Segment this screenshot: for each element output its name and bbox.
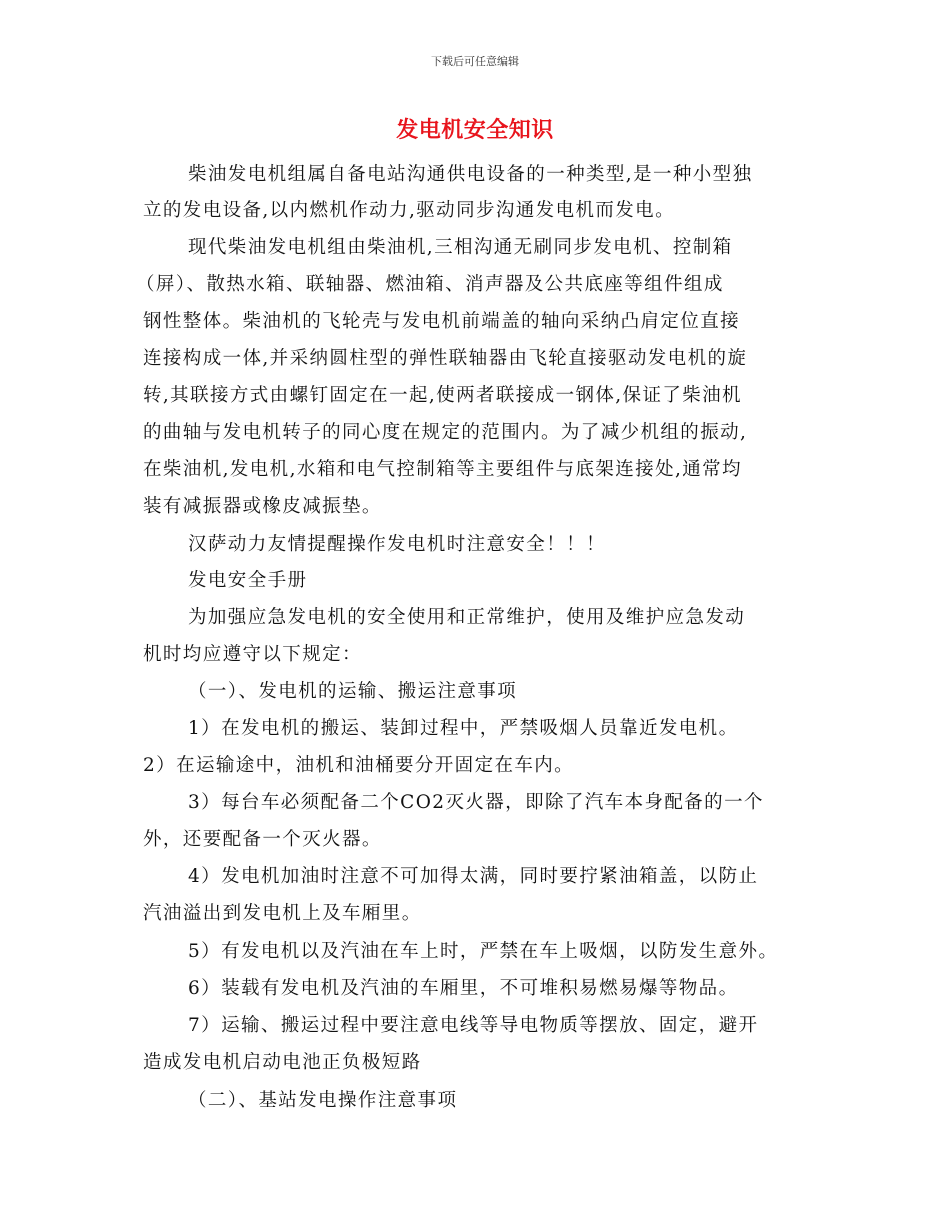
subsection-heading: （一）、发电机的运输、搬运注意事项: [188, 681, 518, 702]
list-item-continued: 外，还要配备一个灭火器。: [143, 829, 382, 850]
list-item: 1）在发电机的搬运、装卸过程中，严禁吸烟人员靠近发电机。: [188, 718, 739, 739]
list-item-continued: 汽油溢出到发电机上及车厢里。: [143, 903, 422, 924]
subsection-heading: （二）、基站发电操作注意事项: [188, 1090, 458, 1111]
paragraph-line: 现代柴油发电机组由柴油机,三相沟通无刷同步发电机、控制箱: [188, 237, 733, 258]
paragraph-line: 转,其联接方式由螺钉固定在一起,使两者联接成一钢体,保证了柴油机: [143, 385, 742, 406]
paragraph-line: 柴油发电机组属自备电站沟通供电设备的一种类型,是一种小型独: [188, 164, 753, 185]
list-item: 2）在运输途中，油机和油桶要分开固定在车内。: [143, 755, 575, 776]
paragraph-line: 机时均应遵守以下规定：: [143, 644, 362, 665]
paragraph-line: 钢性整体。柴油机的飞轮壳与发电机前端盖的轴向采纳凸肩定位直接: [143, 311, 741, 332]
paragraph-line: 为加强应急发电机的安全使用和正常维护，使用及维护应急发动: [188, 607, 746, 628]
paragraph-line: （屏）、散热水箱、联轴器、燃油箱、消声器及公共底座等组件组成: [136, 274, 724, 295]
section-heading: 发电安全手册: [188, 570, 308, 591]
document-title: 发电机安全知识: [396, 117, 554, 143]
paragraph-line: 在柴油机,发电机,水箱和电气控制箱等主要组件与底架连接处,通常均: [143, 459, 742, 480]
paragraph-line: 连接构成一体,并采纳圆柱型的弹性联轴器由飞轮直接驱动发电机的旋: [143, 348, 748, 369]
paragraph-line: 装有减振器或橡皮减振垫。: [143, 496, 382, 517]
list-item: 4）发电机加油时注意不可加得太满，同时要拧紧油箱盖，以防止: [188, 866, 759, 887]
paragraph-line: 立的发电设备,以内燃机作动力,驱动同步沟通发电机而发电。: [143, 200, 675, 221]
list-item-continued: 造成发电机启动电池正负极短路: [143, 1052, 422, 1073]
header-note: 下载后可任意编辑: [431, 55, 519, 68]
list-item: 7）运输、搬运过程中要注意电线等导电物质等摆放、固定，避开: [188, 1015, 759, 1036]
list-item: 5）有发电机以及汽油在车上时，严禁在车上吸烟，以防发生意外。: [188, 941, 779, 962]
paragraph-line: 的曲轴与发电机转子的同心度在规定的范围内。为了减少机组的振动,: [143, 422, 748, 443]
paragraph-line: 汉萨动力友情提醒操作发电机时注意安全！！！: [188, 534, 606, 555]
list-item: 3）每台车必须配备二个CO2灭火器，即除了汽车本身配备的一个: [188, 792, 764, 813]
list-item: 6）装载有发电机及汽油的车厢里，不可堆积易燃易爆等物品。: [188, 978, 739, 999]
